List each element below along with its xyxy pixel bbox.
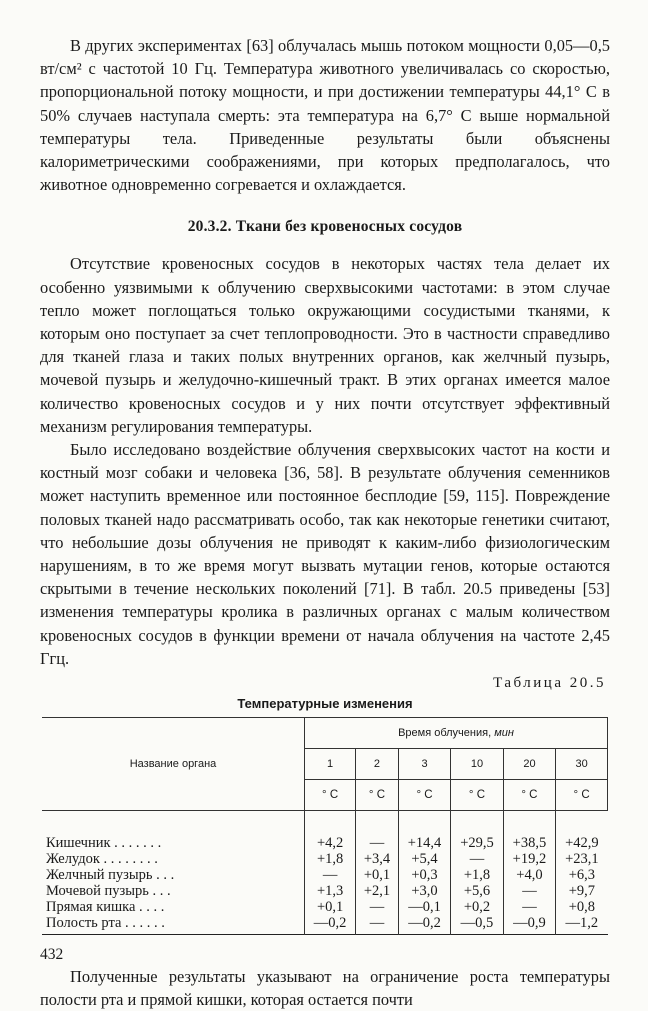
time-3: 3 [398,749,450,780]
cell-value: —0,9 [503,915,555,935]
cell-value: +1,3 [305,883,356,899]
paragraph-bone-marrow: Было исследовано воздействие облучения сверхвысоких частот на кости и костный мозг собаки и человека [36, 58]. В результате облучения семенников может наступить временное или постоянное бесплодие [59, 115]. Повреждение половых тканей надо рассматривать особо, так как некоторые генетики считают, что небольшие дозы облучения не приводят к каким-либо физиологическим нарушениям, в то же время могут вызвать мутации генов, которые остаются скрытыми в течение нескольких поколений [71]. В табл. 20.5 приведены [53] изменения температуры кролика в различных органах с малым количеством кровеносных сосудов в функции времени от начала облучения на частоте 2,45 Ггц. [40,440,610,668]
cell-value: — [305,867,356,883]
organ-name: Желудок . . . . . . . . [46,851,158,868]
cell-value: +6,3 [556,867,608,883]
unit-5: ° C [503,780,555,811]
cell-value: +19,2 [503,851,555,867]
cell-value: +0,2 [451,899,503,915]
cell-value: +1,8 [305,851,356,867]
unit-4: ° C [451,780,503,811]
cell-value: +1,8 [451,867,503,883]
cell-value: +4,0 [503,867,555,883]
page-body [40,34,610,1011]
page-number: 432 [40,946,64,963]
organ-name: Полость рта . . . . . . [46,915,165,932]
time-20: 20 [503,749,555,780]
paragraph-results: Полученные результаты указывают на ограничение роста температуры полости рта и прямой кишки, которая остается почти [40,967,610,1010]
cell-value: +42,9 [556,811,608,852]
cell-value: +3,0 [398,883,450,899]
cell-value: —1,2 [556,915,608,935]
cell-value: —0,2 [398,915,450,935]
table-row [42,915,608,935]
cell-value: +5,4 [398,851,450,867]
table-row [42,883,608,899]
table-row [42,867,608,883]
table-row [42,851,608,867]
table-title: Температурные изменения [237,696,413,712]
temperature-table [42,717,608,935]
unit-3: ° C [398,780,450,811]
paragraph-experiments: В других экспериментах [63] облучалась мышь потоком мощности 0,05—0,5 вт/см² с частотой 10 Гц. Температура животного увеличивалась со скоростью, пропорциональной потоку мощности, и при достижении температуры 44,1° С в 50% случаев наступала смерть: эта температура на 6,7° С выше нормальной температуры тела. Приведенные результаты были объяснены калориметрическими соображениями, при которых предполагалось, что животное одновременно согревается и охлаждается. [40,36,610,195]
organ-name: Желчный пузырь . . . [46,867,175,884]
time-column-header [305,718,608,749]
cell-value: +0,1 [305,899,356,915]
cell-value: +5,6 [451,883,503,899]
time-30: 30 [556,749,608,780]
time-2: 2 [356,749,399,780]
cell-value: +2,1 [356,883,399,899]
organ-name: Кишечник . . . . . . . [46,835,162,852]
organ-column-header: Название органа [42,718,305,811]
time-1: 1 [305,749,356,780]
cell-value: +0,3 [398,867,450,883]
section-title: 20.3.2. Ткани без кровеносных сосудов [187,218,463,236]
unit-1: ° C [305,780,356,811]
unit-6: ° C [556,780,608,811]
cell-value: — [503,899,555,915]
cell-value: — [503,883,555,899]
cell-value: —0,2 [305,915,356,935]
cell-value: — [356,899,399,915]
organ-name: Мочевой пузырь . . . [46,883,171,900]
paragraph-no-vessels: Отсутствие кровеносных сосудов в некоторых частях тела делает их особенно уязвимыми к облучению сверхвысокими частотами: в этом случае тепло может поглощаться только окружающими сосудистыми тканями, к которым оно поступает за счет теплопроводности. Это в частности справедливо для тканей глаза и таких полых внутренних органов, как желчный пузырь, мочевой пузырь и желудочно-кишечный тракт. В этих органах имеется малое количество кровеносных сосудов и у них почти отсутствует эффективный механизм регулирования температуры. [40,254,610,436]
cell-value: +0,1 [356,867,399,883]
table-row [42,811,608,852]
cell-value: — [356,915,399,935]
cell-value: +9,7 [556,883,608,899]
cell-value: +3,4 [356,851,399,867]
table-row [42,899,608,915]
cell-value: —0,5 [451,915,503,935]
time-header-label: Время облучения, [398,727,492,740]
cell-value: +14,4 [398,811,450,852]
cell-value: —0,1 [398,899,450,915]
organ-name: Прямая кишка . . . . [46,899,165,916]
cell-value: — [451,851,503,867]
table-caption: Таблица 20.5 [493,675,606,692]
cell-value: +38,5 [503,811,555,852]
cell-value: +23,1 [556,851,608,867]
cell-value: +4,2 [305,811,356,852]
time-10: 10 [451,749,503,780]
cell-value: — [356,811,399,852]
cell-value: +29,5 [451,811,503,852]
time-unit: мин [494,727,514,740]
cell-value: +0,8 [556,899,608,915]
unit-2: ° C [356,780,399,811]
